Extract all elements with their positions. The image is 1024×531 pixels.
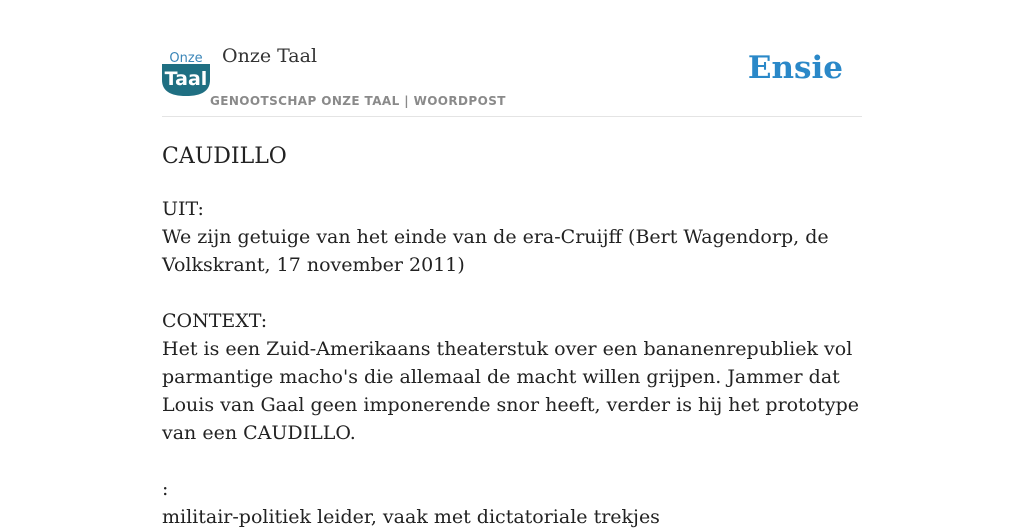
source-section (162, 195, 862, 279)
context-label: CONTEXT: (162, 310, 268, 332)
spacer (162, 447, 862, 475)
brand-name[interactable]: Onze Taal (222, 45, 318, 67)
logo-word-taal: Taal (164, 68, 208, 90)
context-section (162, 307, 862, 447)
entry-body (162, 143, 862, 531)
definition-section (162, 475, 862, 531)
source-text: We zijn getuige van het einde van de era-Cruijff (Bert Wagendorp, de Volkskrant, 17 november 2011) (162, 226, 829, 276)
source-label: UIT: (162, 198, 204, 220)
entry-title: CAUDILLO (162, 144, 287, 169)
spacer (162, 279, 862, 307)
header (162, 0, 862, 117)
onze-taal-logo-icon (162, 52, 210, 96)
ensie-logo[interactable]: Ensie (747, 50, 843, 86)
definition-label: : (162, 478, 169, 500)
onze-taal-logo[interactable] (162, 52, 210, 96)
definition-text: militair-politiek leider, vaak met dictatoriale trekjes (162, 506, 660, 528)
context-text: Het is een Zuid-Amerikaans theaterstuk over een bananenrepubliek vol parmantige macho's die allemaal de macht willen grijpen. Jammer dat Louis van Gaal geen imponerende snor heeft, verder is hij het prototype van een CAUDILLO. (162, 338, 859, 444)
brand-subtitle: GENOOTSCHAP ONZE TAAL | WOORDPOST (210, 94, 506, 108)
logo-word-onze: Onze (169, 51, 203, 66)
entry-card (162, 0, 862, 531)
